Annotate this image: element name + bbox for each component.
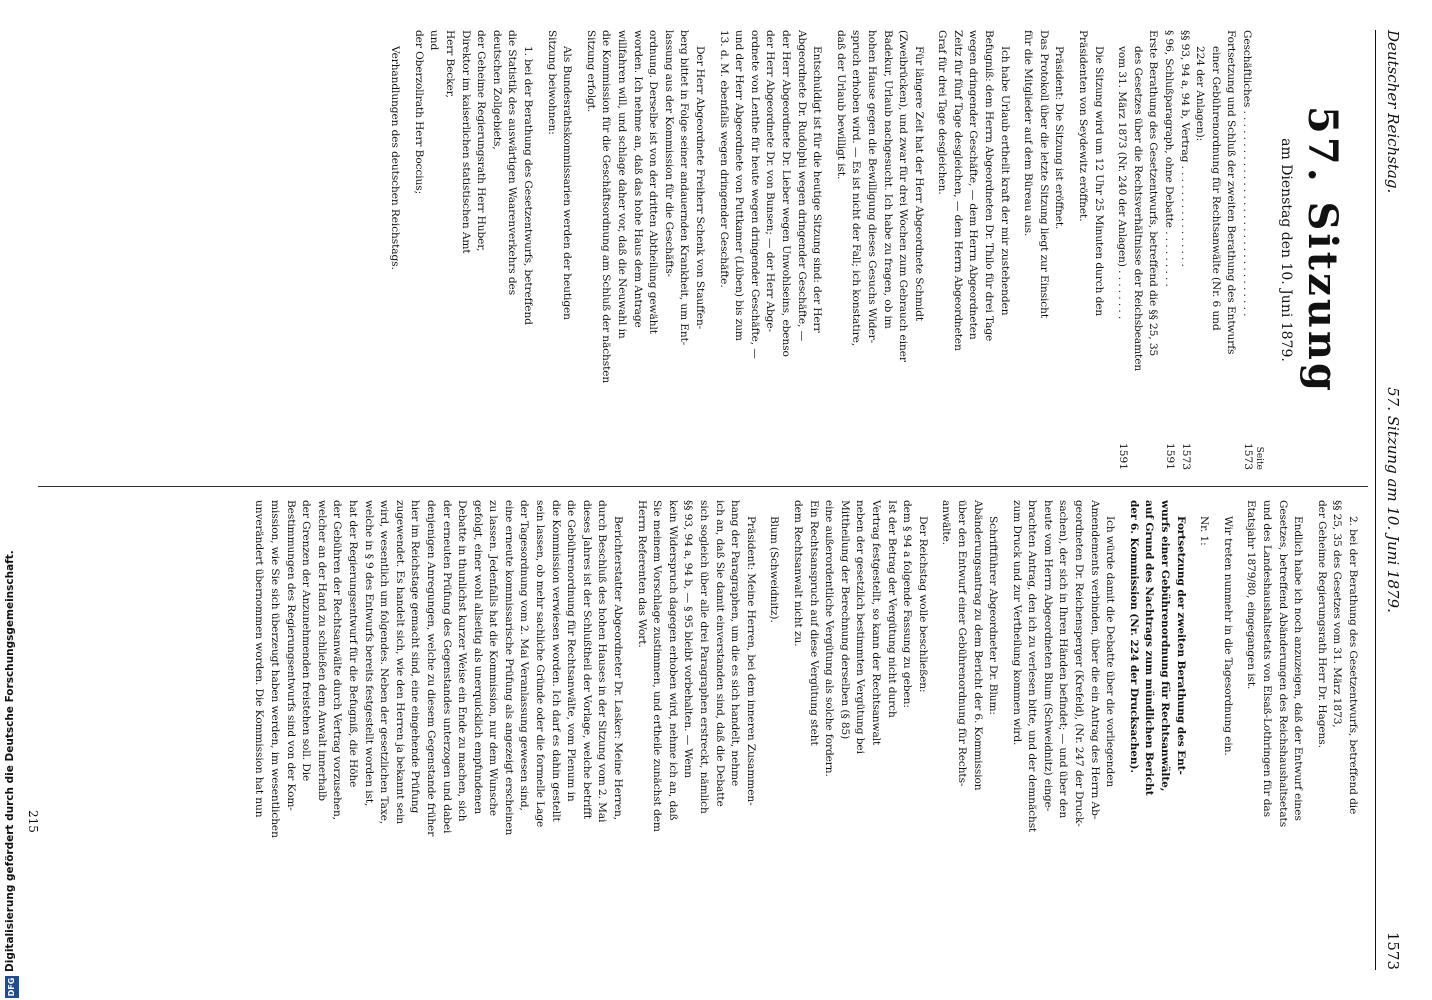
text-line: dieses Jahres ist der Schlußtheil der Vorlage, welche betrifft: [580, 500, 593, 820]
text-line: Als Bundesrathskommissarien werden der heutigen: [561, 46, 574, 320]
toc-entry: [1114, 30, 1161, 470]
toc-page-number: 1591: [1164, 443, 1177, 470]
left-column: [379, 30, 1360, 470]
toc-line: vom 31. März 1873 (Nr. 240 der Anlagen) . . . . . . . .: [1116, 46, 1129, 320]
text-line: Zeitz für fünf Tage desgleichen, — dem Herrn Abgeordneten: [951, 30, 964, 351]
text-line: deutschen Zollgebiets,: [490, 30, 503, 150]
text-line: Entschuldigt ist für die heutige Sitzung sind: der Herr: [811, 46, 824, 333]
text-line: hohen Hause gegen die Bewilligung dieses Gesuchs Wider-: [865, 30, 878, 344]
paragraph-gap: [1235, 500, 1243, 950]
text-line: Bestimmungen des Regierungsentwurfs sind von der Kom-: [284, 500, 297, 811]
text-line: Präsident: Die Sitzung ist eröffnet.: [1053, 46, 1066, 230]
text-line: denjenigen Anregungen, welche zu diesem Gegenstande früher: [424, 500, 437, 837]
text-line: welche in § 9 des Entwurfs bereits festgestellt worden ist,: [362, 500, 375, 807]
paragraph: [410, 30, 535, 470]
text-line: Blum (Schweidnitz).: [768, 516, 781, 623]
column-divider: [38, 486, 1368, 487]
text-line: Verhandlungen des deutschen Reichstags.: [389, 46, 402, 270]
text-line: eine außerordentliche Vergütung als solche fordern.: [823, 500, 836, 777]
text-line: der Gebühren der Rechtsanwälte durch Vertrag vorzusehen,: [331, 500, 344, 820]
text-line: Herrn Referenten das Wort.: [635, 500, 648, 648]
toc-line: §§ 93, 94 a, 94 b, Vertrag . . . . . . . . . . . . . . . .: [1178, 30, 1191, 267]
text-line: welcher an der Hand zu schließen dem Anwalt innerhalb: [315, 500, 328, 801]
toc-line: des Gesetzes über die Rechtsverhältnisse der Reichsbeamten: [1131, 46, 1144, 372]
text-line: die Statistik des auswärtigen Waarenverkehrs des: [506, 30, 519, 296]
text-line: heute vom Herrn Abgeordneten Blum (Schweidnitz) einge-: [1041, 500, 1054, 812]
text-line: anwälte.: [940, 500, 953, 546]
paragraph: [582, 30, 707, 470]
text-line: spruch erhoben wird. — Es ist nicht der Fall; ich konstatire,: [850, 30, 863, 347]
text-line: Debatte in thunlichst kurzer Weise ein Ende zu machen, sich: [456, 500, 469, 822]
paragraph: [832, 30, 926, 470]
text-line: wegen dringender Geschäfte, — dem Herrn Abgeordneten: [967, 30, 980, 340]
text-line: Abänderungsantrag zu dem Bericht der 6. Kommission: [971, 500, 984, 791]
text-line: der Geheime Regierungsrath Herr Dr. Hagens.: [1315, 500, 1328, 748]
table-of-contents: [1114, 30, 1254, 470]
toc-line: § 96, Schlußparagraph, ohne Debatte . . . . . . . . .: [1163, 30, 1176, 287]
text-line: dem Rechtsanwalt nicht zu.: [792, 500, 804, 647]
text-line: und des Landeshaushaltsetats von Elsaß-Lothringen für das: [1261, 500, 1274, 817]
paragraph: [1313, 500, 1360, 950]
text-line: 1. bei der Berathung des Gesetzentwurfs, betreffend: [522, 46, 535, 325]
toc-line: Erste Berathung des Gesetzentwurfs, betreffend die §§ 25, 35: [1147, 30, 1160, 357]
text-line: Nr. 1:: [1198, 516, 1211, 546]
text-line: wurfs einer Gebührenordnung für Rechtsanwälte,: [1159, 500, 1172, 792]
text-line: wird, wesentlich um folgendes. Neben der gesetzlichen Taxe,: [378, 500, 391, 825]
paragraph-gap: [1211, 500, 1219, 950]
toc-entry: [1176, 30, 1192, 470]
paragraph-gap: [402, 30, 410, 470]
text-line: Ich habe Urlaub ertheilt kraft der mir zustehenden: [998, 46, 1011, 316]
text-line: Mittheilung der Berechnung derselben (§ 85): [838, 500, 851, 740]
text-line: hier im Reichstage gemacht sind, eine eingehende Prüfung: [409, 500, 422, 814]
text-line: (Zweibrücken), und zwar für drei Wochen zum Gebrauch einer: [897, 30, 910, 362]
header-center: 57. Sitzung am 10. Juni 1879.: [1384, 387, 1402, 613]
text-line: brachten Antrag, den ich zu verlesen bitte, und der demnächst: [1026, 500, 1039, 833]
text-line: kein Widerspruch dagegen erhoben wird, nehme ich an, daß: [666, 500, 679, 821]
text-line: lassung aus der Kommission für die Geschäfts-: [662, 30, 675, 278]
dfg-logo: DFG: [5, 976, 19, 998]
text-line: der Geheime Regierungsrath Herr Huber,: [475, 30, 488, 252]
text-line: Direktor im kaiserlichen statistischen Amt: [459, 30, 472, 254]
paragraph-gap: [930, 500, 938, 950]
text-line: die Gebührenordnung für Rechtsanwälte, vom Plenum in: [565, 500, 578, 802]
right-column: [243, 500, 1360, 950]
text-line: sachen), der sich in Ihren Händen befindet; — und über den: [1057, 500, 1070, 819]
text-line: der Herr Abgeordnete Dr. von Bunsen; — der Herr Abge-: [764, 30, 777, 332]
text-line: Das Protokoll über die letzte Sitzung liegt zur Einsicht: [1037, 30, 1050, 319]
text-line: ordnung. Derselbe ist von der dritten Abtheilung gewählt: [647, 30, 660, 334]
text-line: Sitzung beiwohnen:: [545, 30, 558, 135]
text-line: Ist der Betrag der Vergütung nicht durch: [885, 500, 898, 718]
text-line: mission, wie Sie sich überzeugt haben werden, im wesentlichen: [269, 500, 281, 838]
text-line: ordnete von Lenthe für heute wegen dringender Geschäfte, —: [748, 30, 761, 359]
toc-line: 224 der Anlagen):: [1194, 46, 1207, 142]
text-line: 13. d. M. ebenfalls wegen dringender Geschäfte.: [717, 30, 730, 288]
paragraph-gap: [707, 30, 715, 470]
paragraph-gap: [379, 30, 387, 470]
text-line: Gesetzes, betreffend Abänderungen des Reichshaushaltsetats: [1276, 500, 1289, 828]
text-line: der Tagesordnung vom 2. Mai Veranlassung gewesen sind,: [518, 500, 531, 811]
paragraph-gap: [574, 30, 582, 470]
header-page-number: 1573: [1384, 931, 1402, 970]
paragraph: [1020, 30, 1067, 470]
text-line: über den Entwurf einer Gebührenordnung für Rechts-: [955, 500, 968, 787]
text-line: Graf für drei Tage desgleichen.: [936, 30, 949, 195]
text-line: hat der Regierungsentwurf für die Befugniß, die Höhe: [346, 500, 359, 788]
paragraph: [1008, 500, 1117, 950]
paragraph-gap: [243, 500, 251, 950]
text-line: der Herr Abgeordnete Dr. Lieber wegen Unwohlseins, ebenso: [779, 30, 792, 357]
paragraph: [633, 500, 758, 950]
right-column-body: [243, 500, 1360, 950]
text-line: Sie meinem Vorschlage zustimmen, und ertheile zunächst dem: [651, 500, 664, 832]
toc-entry: [1238, 30, 1254, 470]
paragraph-gap: [1188, 500, 1196, 950]
digitization-notice-text: Digitalisierung gefördert durch die Deutsche Forschungsgemeinschaft.: [4, 550, 16, 972]
text-line: Badekur, Urlaub nachgesucht. Ich habe zu fragen, ob im: [881, 30, 894, 329]
text-line: Endlich habe ich noch anzuzeigen, daß der Entwurf eines: [1292, 516, 1305, 821]
paragraph-gap: [535, 30, 543, 470]
paragraph: [387, 30, 403, 470]
paragraph-gap: [625, 500, 633, 950]
text-line: die Kommission verwiesen worden. Ich darf es dahin gestellt: [549, 500, 562, 822]
sheet-signature-number: 215: [26, 810, 40, 833]
text-line: gefolgt, einer wohl allseitig als unerquicklich empfundenen: [471, 500, 484, 815]
session-date: am Dienstag den 10. Juni 1879.: [1278, 138, 1294, 362]
text-line: zum Druck und zur Vertheilung kommen wird.: [1010, 500, 1023, 746]
paragraph-gap: [758, 500, 766, 950]
text-line: Der Herr Abgeordnete Freiherr Schenk von Stauffen-: [694, 46, 706, 330]
left-column-body: [379, 30, 1106, 470]
toc-line: Geschäftliches . . . . . . . . . . . . . . . . . . . . . . . . . . . . . . . .: [1241, 30, 1253, 317]
paragraph: [934, 30, 1012, 470]
text-line: dem § 94 a folgende Fassung zu geben:: [901, 500, 914, 708]
text-line: Für längere Zeit hat der Herr Abgeordnete Schmidt: [912, 46, 925, 322]
running-header: [1375, 30, 1404, 970]
header-left: Deutscher Reichstag.: [1384, 30, 1402, 194]
toc-page-label: Seite: [1254, 446, 1264, 470]
text-line: der 6. Kommission (Nr. 224 der Drucksachen).: [1127, 500, 1140, 773]
text-line: eine erneute kommissarische Prüfung als angezeigt erscheinen: [502, 500, 515, 836]
toc-page-number: 1591: [1117, 443, 1130, 470]
text-line: zu lassen. Jedenfalls hat die Kommission, nur dem Wunsche: [487, 500, 500, 817]
text-line: sein lassen, ob mehr sachliche Gründe oder die formelle Lage: [534, 500, 547, 828]
digitization-notice: [2, 550, 24, 998]
text-line: der Oberzollrath Herr Boccius;: [412, 30, 425, 195]
text-line: der Grenzen der Anzunehmenden freistehen soll. Die: [300, 500, 313, 782]
text-line: Sitzung erfolgt.: [584, 30, 597, 113]
text-line: unverändert übernommen worden. Die Kommission hat nun: [253, 500, 266, 818]
paragraph: [1074, 30, 1105, 470]
paragraph-gap: [1117, 500, 1125, 950]
text-line: Ein Rechtsanspruch auf diese Vergütung steht: [807, 500, 820, 746]
text-line: §§ 25, 35 des Gesetzes vom 31. März 1873,: [1331, 500, 1344, 728]
paragraph: [1196, 500, 1212, 950]
text-line: daß der Urlaub bewilligt ist.: [834, 30, 847, 180]
paragraph-gap: [781, 500, 789, 950]
paragraph: [789, 500, 929, 950]
text-line: und der Herr Abgeordnete von Puttkamer (Lüben) bis zum: [733, 30, 746, 341]
toc-entry: [1192, 30, 1239, 470]
paragraph: [1219, 500, 1235, 950]
text-line: die Kommission für die Geschäftsordnung am Schluß der nächsten: [600, 30, 613, 384]
text-line: Befugniß: dem Herrn Abgeordneten Dr. Thilo für drei Tage: [983, 30, 996, 342]
text-line: Ich würde damit die Debatte über die vorliegenden: [1104, 516, 1117, 788]
session-title: 57. Sitzung: [1299, 106, 1346, 394]
text-line: §§ 93, 94 a, 94 b, — § 95 bleibt vorbehalten. — Wenn: [682, 500, 695, 778]
text-line: worden. Ich nehme an, daß das hohe Haus dem Antrage: [631, 30, 644, 328]
text-line: und: [428, 30, 441, 51]
text-line: ich an, daß Sie damit einverstanden sind, daß die Debatte: [713, 500, 726, 807]
text-line: Etatsjahr 1879/80, eingegangen ist.: [1245, 500, 1258, 690]
text-line: zugewendet. Es handelt sich, wie den Herren ja bekannt sein: [393, 500, 406, 825]
paragraph-gap: [926, 30, 934, 470]
paragraph-gap: [1305, 500, 1313, 950]
text-line: Präsident: Meine Herren, bei dem inneren Zusammen-: [744, 516, 757, 806]
text-line: sich sogleich über alle drei Paragraphen erstreckt, nämlich: [698, 500, 711, 814]
text-line: der erneuten Prüfung des Gegenstandes unterzogen und dabei: [440, 500, 453, 834]
text-line: Abgeordnete Dr. Rudolphi wegen dringender Geschäfte, —: [795, 30, 808, 342]
text-line: auf Grund des Nachtrags zum mündlichen Bericht: [1143, 500, 1156, 796]
toc-entry: [1160, 30, 1176, 470]
text-line: Berichterstatter Abgeordneter Dr. Lasker: Meine Herren,: [612, 516, 625, 820]
toc-page-number: 1573: [1242, 443, 1254, 470]
paragraph: [766, 500, 782, 950]
text-line: Herr Becker,: [444, 30, 457, 98]
text-line: Amendements verbinden, über die ein Antrag des Herrn Ab-: [1088, 500, 1101, 820]
toc-line: einer Gebührenordnung für Rechtsanwälte (Nr. 6 und: [1209, 46, 1222, 331]
toc-line: Fortsetzung und Schluß der zweiten Berathung des Entwurfs: [1225, 30, 1238, 355]
paragraph-gap: [824, 30, 832, 470]
text-line: durch Beschluß des hohen Hauses in der Sitzung vom 2. Mai: [596, 500, 609, 823]
text-line: Die Sitzung wird um 12 Uhr 25 Minuten durch den: [1092, 46, 1105, 317]
text-line: Fortsetzung der zweiten Berathung des Ent-: [1174, 516, 1187, 775]
text-line: neben der gesetzlich bestimmten Vergütung bei: [854, 500, 867, 754]
paragraph: [715, 30, 824, 470]
paragraph: [1125, 500, 1187, 950]
paragraph-gap: [1066, 30, 1074, 470]
paragraph: [251, 500, 625, 950]
paragraph: [543, 30, 574, 470]
paragraph-gap: [1000, 500, 1008, 950]
toc-page-number: 1573: [1179, 443, 1192, 470]
text-line: Der Reichstag wolle beschließen:: [916, 516, 929, 693]
text-line: Vertrag festgestellt, so kann der Rechtsanwalt: [869, 500, 882, 746]
text-line: für die Mitglieder auf dem Büreau aus.: [1022, 30, 1035, 237]
text-line: Wir treten nunmehr in die Tagesordnung ein.: [1221, 516, 1234, 756]
text-line: willfahren will, und schlage daher vor, daß die Neuwahl in: [616, 30, 629, 339]
text-line: hang der Paragraphen, um die es sich handelt, nehme: [729, 500, 742, 787]
text-line: geordneten Dr. Reichensperger (Krefeld), (Nr. 247 der Druck-: [1073, 500, 1086, 827]
text-line: Schriftführer Abgeordneter Dr. Blum:: [987, 516, 1000, 715]
text-line: Präsidenten von Seydewitz eröffnet.: [1077, 30, 1090, 222]
paragraph: [938, 500, 1000, 950]
paragraph-gap: [1012, 30, 1020, 470]
text-line: 2. bei der Berathung des Gesetzentwurfs, betreffend die: [1347, 516, 1359, 815]
text-line: berg bittet in Folge seiner andauernden Krankheit, um Ent-: [678, 30, 691, 346]
paragraph: [1243, 500, 1305, 950]
